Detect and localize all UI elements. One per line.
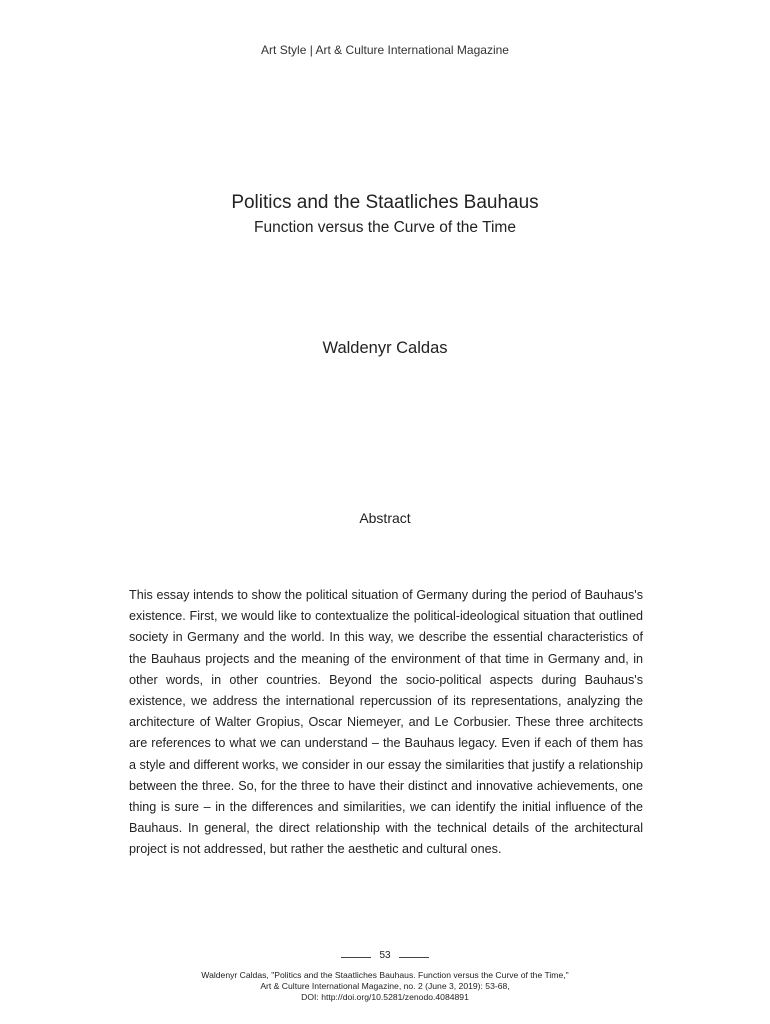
citation-doi: DOI: http://doi.org/10.5281/zenodo.4084891 — [301, 992, 469, 1002]
article-title: Politics and the Staatliches Bauhaus — [231, 192, 539, 213]
author-name: Waldenyr Caldas — [322, 339, 448, 357]
abstract-body: This essay intends to show the political situation of Germany during the period of Bauhaus's existence. First, we would like to contextualize the political-ideological situation that outlined society in Germany and the world. In this way, we describe the essential characteristics of the Bauhaus projects and the meaning of the environment of that time in Germany and, in other words, in other countries. Beyond the socio-political aspects during Bauhaus's existence, we address the international repercussion of its representations, analyzing the architecture of Walter Gropius, Oscar Niemeyer, and Le Corbusier. These three architects are references to what we can understand – the Bauhaus legacy. Even if each of them has a style and different works, we consider in our essay the similarities that justify a relationship between the three. So, for the three to have their distinct and innovative achievements, one thing is sure – in the differences and similarities, we can identify the initial influence of the Bauhaus. In general, the direct relationship with the technical details of the architectural project is not addressed, but rather the aesthetic and cultural ones. — [129, 588, 643, 857]
article-subtitle: Function versus the Curve of the Time — [254, 219, 516, 236]
citation-line-2: Art & Culture International Magazine, no. 2 (June 3, 2019): 53-68, — [260, 981, 510, 991]
citation-block — [0, 970, 770, 1003]
left-rule — [341, 957, 371, 958]
running-head: Art Style | Art & Culture International Magazine — [261, 43, 509, 57]
abstract-heading: Abstract — [359, 510, 411, 526]
right-rule — [399, 957, 429, 958]
page-number: 53 — [379, 950, 391, 961]
citation-line-1: Waldenyr Caldas, "Politics and the Staatliches Bauhaus. Function versus the Curve of the Time," — [201, 970, 569, 980]
page-number-block — [0, 950, 770, 961]
